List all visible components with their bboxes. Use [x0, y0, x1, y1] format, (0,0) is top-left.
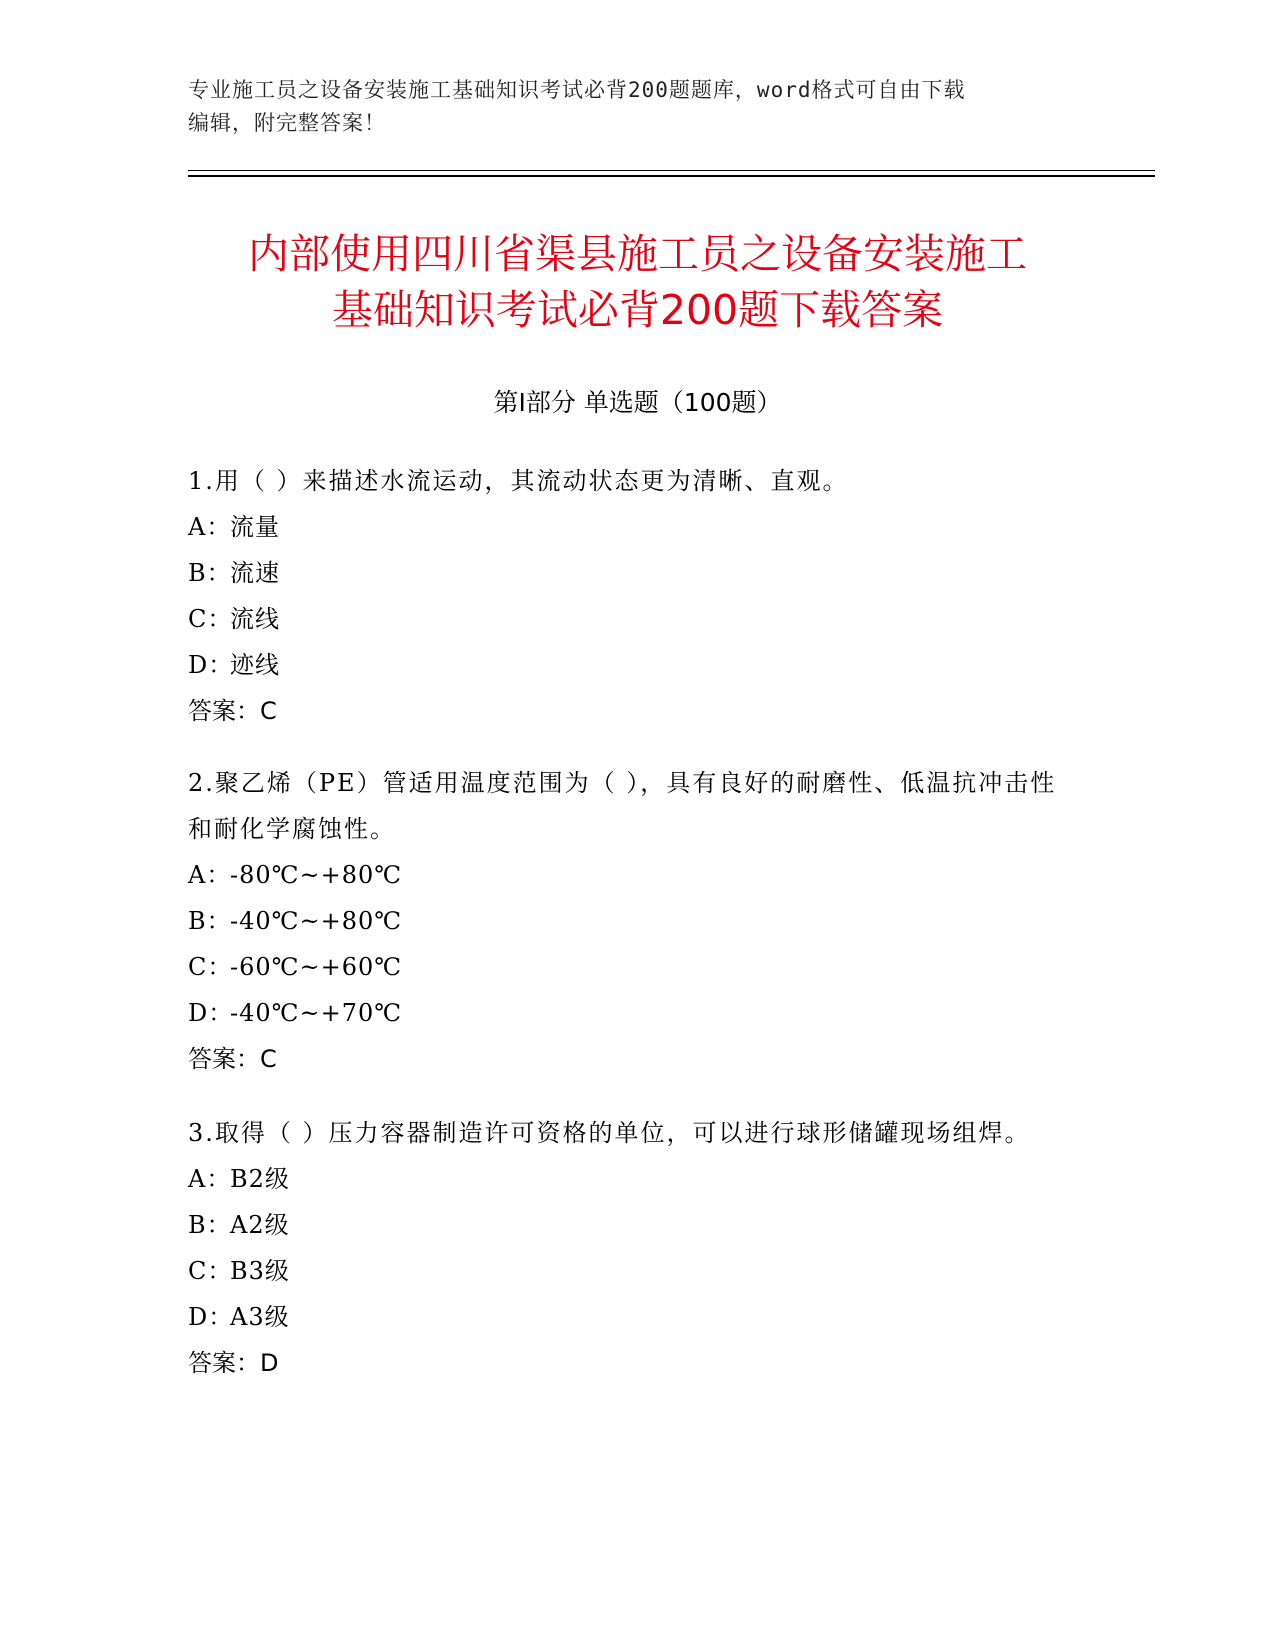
answer: 答案：D [188, 1349, 279, 1377]
question-2 [188, 760, 1068, 1082]
option-letter: B： [188, 907, 232, 935]
option-letter: D： [188, 999, 234, 1027]
option-letter: D： [188, 1303, 234, 1331]
question-stem: 2.聚乙烯（PE）管适用温度范围为（ ），具有良好的耐磨性、低温抗冲击性和耐化学腐蚀性。 [188, 769, 1057, 843]
document-title [150, 226, 1125, 338]
option-text: 流速 [230, 559, 280, 587]
header-note-line1: 专业施工员之设备安装施工基础知识考试必背200题题库，word格式可自由下载 [188, 78, 966, 102]
answer: 答案：C [188, 1045, 277, 1073]
option-letter: D： [188, 651, 234, 679]
option-text: -60℃~+60℃ [230, 953, 403, 981]
option-text: -40℃~+70℃ [230, 999, 403, 1027]
option-text: -40℃~+80℃ [230, 907, 403, 935]
question-stem: 1.用（ ）来描述水流运动，其流动状态更为清晰、直观。 [188, 467, 849, 495]
option-d [188, 990, 1068, 1036]
header-note [188, 74, 1068, 140]
option-text: B3级 [230, 1257, 290, 1285]
option-b [188, 550, 1088, 596]
option-text: 流量 [230, 513, 280, 541]
option-letter: C： [188, 605, 233, 633]
option-a [188, 1156, 1068, 1202]
question-1 [188, 458, 1088, 734]
section-title: 第Ⅰ部分 单选题（100题） [493, 388, 782, 417]
option-text: 流线 [230, 605, 280, 633]
header-divider-thin [188, 170, 1155, 171]
option-text: -80℃~+80℃ [230, 861, 403, 889]
document-title-line2: 基础知识考试必背200题下载答案 [331, 286, 944, 334]
option-text: A3级 [230, 1303, 290, 1331]
header-note-line2: 编辑，附完整答案！ [188, 111, 386, 135]
option-c [188, 596, 1088, 642]
option-a [188, 504, 1088, 550]
option-letter: A： [188, 513, 232, 541]
header-divider-thick [188, 175, 1155, 177]
option-text: 迹线 [230, 651, 280, 679]
option-text: A2级 [230, 1211, 290, 1239]
option-letter: B： [188, 559, 232, 587]
document-title-line1: 内部使用四川省渠县施工员之设备安装施工 [248, 230, 1027, 278]
option-d [188, 1294, 1068, 1340]
option-b [188, 898, 1068, 944]
option-letter: A： [188, 1165, 232, 1193]
question-3 [188, 1110, 1068, 1386]
option-letter: C： [188, 953, 233, 981]
option-d [188, 642, 1088, 688]
question-stem: 3.取得（ ）压力容器制造许可资格的单位，可以进行球形储罐现场组焊。 [188, 1119, 1031, 1147]
option-letter: B： [188, 1211, 232, 1239]
option-c [188, 1248, 1068, 1294]
option-letter: C： [188, 1257, 233, 1285]
option-b [188, 1202, 1068, 1248]
option-text: B2级 [230, 1165, 290, 1193]
option-c [188, 944, 1068, 990]
answer: 答案：C [188, 697, 277, 725]
option-a [188, 852, 1068, 898]
option-letter: A： [188, 861, 232, 889]
